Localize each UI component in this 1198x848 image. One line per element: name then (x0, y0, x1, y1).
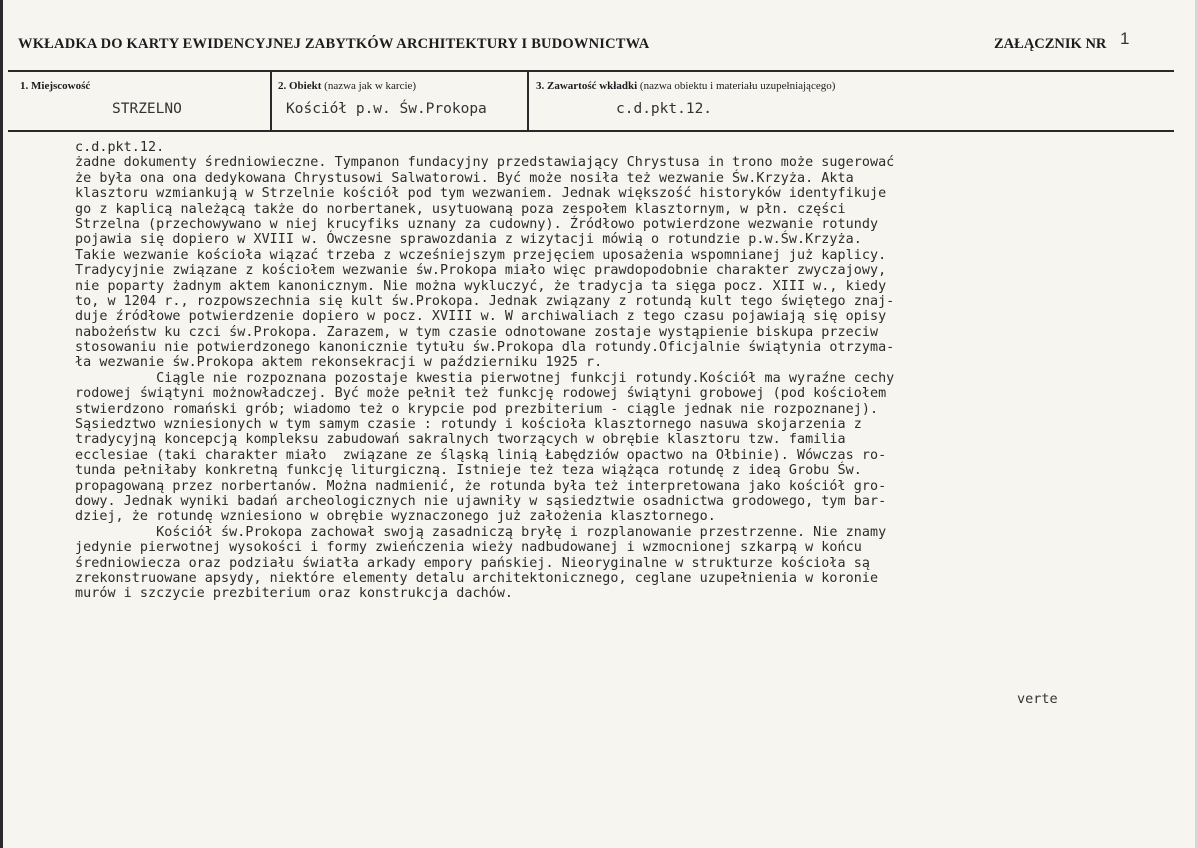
body-line: propagowaną przez norbertanów. Można nadmienić, że rotunda była też interpretowana jako kościół gro- (75, 478, 887, 494)
body-line: ecclesiae (taki charakter miało związane ze śląską linią Łabędziów opactwo na Ołbinie). Wówczas ro- (75, 447, 887, 463)
body-line: że była ona ona dedykowana Chrystusowi Salwatorowi. Być może nosiła też wezwanie Św.Krzyża. Akta (75, 170, 854, 186)
body-line: stwierdzono romański grób; wiadomo też o krypcie pod prezbiterium - ciągle jednak nie rozpoznanej). (75, 401, 879, 417)
body-line: jedynie pierwotnej wysokości i formy zwieńczenia wieży nadbudowanej i wzmocnionej szkarpą w końcu (75, 540, 862, 556)
field-label-object (278, 80, 416, 92)
body-line: Tradycyjnie związane z kościołem wezwanie św.Prokopa miało więc prawdopodobnie charakter zwyczajowy, (75, 263, 887, 279)
body-line: pojawia się dopiero w XVIII w. Ówczesne sprawozdania z wizytacji mówią o rotundzie p.w.Św.Krzyża. (75, 232, 862, 248)
field-label-contents (536, 80, 835, 92)
field-divider-2 (527, 71, 529, 131)
verte-note: verte (1017, 691, 1058, 707)
body-line: nabożeństw ku czci św.Prokopa. Zarazem, w tym czasie odnotowane zostaje wystąpienie biskupa przeciw (75, 324, 879, 340)
body-line: murów i szczycie prezbiterium oraz konstrukcja dachów. (75, 586, 514, 602)
body-line: Kościół św.Prokopa zachował swoją zasadniczą bryłę i rozplanowanie przestrzenne. Nie znamy (75, 524, 887, 540)
field-label-object-hint: (nazwa jak w karcie) (324, 80, 417, 92)
body-line: żadne dokumenty średniowieczne. Tympanon fundacyjny przedstawiający Chrystusa in trono może sugerować (75, 155, 895, 171)
field-divider-1 (270, 71, 272, 131)
body-line: Ciągle nie rozpoznana pozostaje kwestia pierwotnej funkcji rotundy.Kościół ma wyraźne cechy (75, 370, 895, 386)
header-top-rule (8, 70, 1174, 72)
field-label-locality-text: 1. Miejscowość (20, 80, 91, 92)
body-line: nie poparty żadnym aktem kanonicznym. Nie można wykluczyć, że tradycja ta sięga pocz. XIII w., kiedy (75, 278, 887, 294)
field-value-locality: STRZELNO (112, 101, 182, 117)
body-line: duje źródłowe potwierdzenie dopiero w pocz. XVIII w. W archiwaliach z tego czasu pojawiają się opisy (75, 309, 887, 325)
field-label-locality (20, 80, 90, 92)
field-label-object-text: 2. Obiekt (278, 80, 322, 92)
field-value-object: Kościół p.w. Św.Prokopa (286, 101, 487, 117)
body-line: ła wezwanie św.Prokopa aktem rekonsekracji w październiku 1925 r. (75, 355, 603, 371)
field-value-contents: c.d.pkt.12. (616, 101, 713, 117)
annex-number: 1 (1120, 29, 1130, 48)
body-line: tunda pełniłaby konkretną funkcję liturgiczną. Istnieje też teza wiążąca rotundę z ideą Grobu Św. (75, 463, 862, 479)
field-label-contents-text: 3. Zawartość wkładki (536, 80, 638, 92)
body-line: rodowej świątyni możnowładczej. Być może pełnił też funkcję rodowej świątyni grobowej (pod kościołem (75, 386, 887, 402)
body-line: Sąsiedztwo wzniesionych w tym samym czasie : rotundy i kościoła klasztornego nasuwa skojarzenia z (75, 417, 862, 433)
typewritten-body (75, 140, 1135, 602)
body-line: dowy. Jednak wyniki badań archeologicznych nie ujawniły w sąsiedztwie osadnictwa grodowego, tym bar- (75, 493, 887, 509)
body-line: Strzelna (przechowywano w niej krucyfiks uznany za cudowny). Źródłowo potwierdzone wezwanie rotundy (75, 216, 879, 232)
body-line: tradycyjną koncepcją kompleksu zabudowań sakralnych tworzących w obrębie klasztoru tzw. familia (75, 432, 846, 448)
body-line: go z kaplicą należącą także do norbertanek, usytuowaną poza zespołem klasztornym, w płn. części (75, 201, 846, 217)
body-line: Takie wezwanie kościoła wiązać trzeba z wcześniejszym przejęciem uposażenia wspomnianej już kaplicy. (75, 247, 887, 263)
field-label-contents-hint: (nazwa obiektu i materiału uzupełniającego) (639, 80, 836, 92)
body-line: c.d.pkt.12. (75, 140, 165, 155)
body-line: klasztoru wzmiankują w Strzelnie kościół pod tym wezwaniem. Jednak większość historyków identyfikuje (75, 186, 887, 202)
body-line: dziej, że rotundę wzniesiono w obrębie wyznaczonego już założenia klasztornego. (75, 509, 716, 525)
body-line: zrekonstruowane apsydy, niektóre elementy detalu architektonicznego, ceglane uzupełnienia w koronie (75, 570, 879, 586)
annex-label: ZAŁĄCZNIK NR (994, 36, 1107, 52)
body-line: to, w 1204 r., rozpowszechnia się kult św.Prokopa. Jednak związany z rotundą kult tego świętego znaj- (75, 293, 895, 309)
form-title: WKŁADKA DO KARTY EWIDENCYJNEJ ZABYTKÓW ARCHITEKTURY I BUDOWNICTWA (18, 36, 650, 52)
header-bottom-rule (8, 130, 1174, 132)
body-line: średniowiecza oraz podziału światła arkady empory pańskiej. Nieoryginalne w strukturze kościoła są (75, 555, 870, 571)
body-line: stosowaniu nie potwierdzonego kanonicznie tytułu św.Prokopa dla rotundy.Oficjalnie świątynia otrzyma- (75, 340, 895, 356)
